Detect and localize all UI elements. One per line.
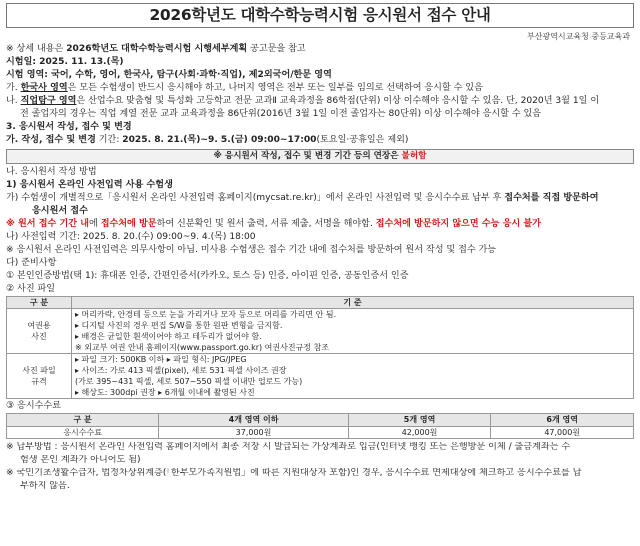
intro-bold: 2026학년도 대학수학능력시험 시행세부계획 bbox=[66, 44, 248, 54]
payment-method: ※ 납부방법 : 응시원서 온라인 사전입력 홈페이지에서 최종 저장 시 발급되는 가상계좌로 입금(인터넷 뱅킹 또는 은행방문 이체 / 출금계좌는 수 bbox=[6, 442, 571, 453]
label-line: 사진 bbox=[31, 332, 47, 342]
fee-col-header: 6개 영역 bbox=[491, 414, 634, 426]
notice-text: ※ 응시원서 작성, 접수 및 변경 기간 등의 연장은 bbox=[213, 151, 402, 161]
exam-date: 시험일: 2025. 11. 13.(목) bbox=[6, 57, 124, 67]
criteria-item: (가로 395~431 픽셀, 세로 507~550 픽셀 이내만 업로드 가능) bbox=[75, 377, 303, 387]
fee-cell: 응시수수료 bbox=[7, 426, 159, 438]
table-header-row bbox=[7, 297, 634, 309]
table-row bbox=[7, 426, 634, 438]
warn-b: 에 bbox=[89, 219, 101, 229]
photo-requirements-table bbox=[6, 296, 634, 399]
photo-file-heading: ② 사진 파일 bbox=[6, 284, 56, 294]
payment-method-cont: 험생 본인 계좌가 아니어도 됨) bbox=[20, 455, 141, 466]
table-row bbox=[7, 354, 634, 399]
criteria-item: ▸ 머리카락, 안경테 등으로 눈을 가리거나 모자 등으로 머리를 가리면 안 됨. bbox=[75, 310, 337, 320]
criteria-item: ※ 외교부 여권 안내 홈페이지(www.passport.go.kr) 여권사진규정 참조 bbox=[75, 343, 330, 353]
method-heading: 나. 응시원서 작성 방법 bbox=[6, 167, 97, 177]
fee-cell: 42,000원 bbox=[348, 426, 491, 438]
fee-col-header: 4개 영역 이하 bbox=[159, 414, 348, 426]
section-heading: 3. 응시원서 작성, 접수 및 변경 bbox=[6, 122, 132, 132]
intro-note bbox=[6, 43, 634, 56]
table-header-row bbox=[7, 414, 634, 426]
page-title: 2026학년도 대학수학능력시험 응시원서 접수 안내 bbox=[6, 3, 634, 28]
criteria-item: ▸ 사이즈: 가로 413 픽셀(pixel), 세로 531 픽셀 사이즈 권장 bbox=[75, 366, 287, 376]
preinput-optional-note: ※ 응시원서 온라인 사전입력은 의무사항이 아님. 미사용 수험생은 접수 기간 내에 접수처를 방문하여 원서 작성 및 접수 가능 bbox=[6, 245, 497, 255]
procedure-bold: 접수처를 직접 방문하여 bbox=[504, 193, 599, 203]
extension-notice bbox=[6, 149, 634, 164]
period-value: 2025. 8. 21.(목)~9. 5.(금) 09:00~17:00 bbox=[122, 135, 317, 145]
procedure-text: 가) 수험생이 개별적으로「응시원서 온라인 사전입력 홈페이지(mycsat.re.kr)」에서 온라인 사전입력 및 응시수수료 납부 후 bbox=[6, 193, 505, 203]
label-line: 사진 파일 bbox=[22, 366, 56, 376]
application-period bbox=[6, 134, 634, 147]
row-label-passport bbox=[7, 309, 72, 354]
passport-criteria bbox=[72, 309, 634, 354]
warn-e: 접수처에 방문하지 않으면 수능 응시 불가 bbox=[375, 219, 541, 229]
period-label: 가. 작성, 접수 및 변경 bbox=[6, 135, 96, 145]
preparation-heading: 다) 준비사항 bbox=[6, 258, 57, 268]
criteria-item: ▸ 파일 크기: 500KB 이하 ▸ 파일 형식: JPG/JPEG bbox=[75, 355, 247, 365]
fee-cell: 47,000원 bbox=[491, 426, 634, 438]
exam-subjects: 시험 영역: 국어, 수학, 영어, 한국사, 탐구(사회·과학·직업), 제2외국어/한문 영역 bbox=[6, 70, 332, 80]
korean-history-term: 한국사 영역 bbox=[20, 83, 68, 93]
issuing-organization: 부산광역시교육청 중등교육과 bbox=[526, 32, 630, 41]
criteria-item: ▸ 디지털 사진의 경우 편집 S/W를 통한 원판 변형을 금지함. bbox=[75, 321, 283, 331]
fee-col-header: 5개 영역 bbox=[348, 414, 491, 426]
online-users-heading: 1) 응시원서 온라인 사전입력 사용 수험생 bbox=[6, 180, 173, 190]
intro-post: 공고문을 참고 bbox=[247, 44, 306, 54]
korean-history-rule bbox=[6, 82, 634, 95]
criteria-item: ▸ 해상도: 300dpi 권장 ▸ 6개월 이내에 촬영된 사진 bbox=[75, 388, 255, 398]
preinput-period: 나) 사전입력 기간: 2025. 8. 20.(수) 09:00~9. 4.(목) 18:00 bbox=[6, 232, 256, 242]
online-procedure bbox=[6, 192, 634, 205]
label-line: 규격 bbox=[31, 377, 47, 387]
vocational-term: 직업탐구 영역 bbox=[20, 96, 77, 106]
fee-col-header: 구 분 bbox=[7, 414, 159, 426]
warn-a: ※ 원서 접수 기간 내 bbox=[6, 219, 89, 229]
fee-heading: ③ 응시수수료 bbox=[6, 401, 61, 412]
visit-warning bbox=[6, 218, 634, 231]
fee-cell: 37,000원 bbox=[159, 426, 348, 438]
warn-d: 하여 신분확인 및 원서 출력, 서류 제출, 서명을 해야함. bbox=[156, 219, 376, 229]
fee-exemption: ※ 국민기초생활수급자, 법정차상위계층(「한부모가족지원법」에 따른 지원대상자 포함)인 경우, 응시수수료 면제대상에 체크하고 응시수수료를 납 bbox=[6, 468, 582, 479]
col-header-category: 구 분 bbox=[7, 297, 72, 309]
online-procedure-cont: 응시원서 접수 bbox=[32, 206, 88, 216]
vocational-rule-cont: 전 졸업자의 경우는 직업 계열 전문 교과 교육과정을 86단위(2016년 3월 1일 이전 졸업자는 80단위) 이상 이수해야 응시할 수 있음 bbox=[20, 109, 542, 119]
fee-table bbox=[6, 413, 634, 439]
spec-criteria bbox=[72, 354, 634, 399]
announcement-page bbox=[0, 3, 640, 546]
item-prefix: 가. bbox=[6, 83, 21, 93]
item-text: 은 모든 수험생이 반드시 응시해야 하고, 나머지 영역은 전부 또는 일부를 임의로 선택하여 응시할 수 있음 bbox=[67, 83, 483, 93]
intro-pre: ※ 상세 내용은 bbox=[6, 44, 67, 54]
col-header-criteria: 기 준 bbox=[72, 297, 634, 309]
period-mid: 기간: bbox=[95, 135, 123, 145]
fee-exemption-cont: 부하지 않음. bbox=[20, 481, 70, 492]
vocational-rule bbox=[6, 95, 634, 108]
criteria-item: ▸ 배경은 균일한 흰색이어야 하고 테두리가 없어야 함. bbox=[75, 332, 262, 342]
row-label-spec bbox=[7, 354, 72, 399]
period-note: (토요일·공휴일은 제외) bbox=[316, 135, 409, 145]
auth-methods: ① 본인인증방법(택 1): 휴대폰 인증, 간편인증서(카카오, 토스 등) 인증, 아이핀 인증, 공동인증서 인증 bbox=[6, 271, 409, 281]
notice-red: 불허함 bbox=[401, 151, 427, 161]
warn-c: 접수처에 방문 bbox=[100, 219, 157, 229]
label-line: 여권용 bbox=[27, 321, 51, 331]
table-row bbox=[7, 309, 634, 354]
item-prefix: 나. bbox=[6, 96, 21, 106]
item-text: 은 산업수요 맞춤형 및 특성화 고등학교 전문 교과Ⅱ 교육과정을 86학점(단위) 이상 이수해야 응시할 수 있음. 단, 2020년 3월 1일 이 bbox=[76, 96, 600, 106]
